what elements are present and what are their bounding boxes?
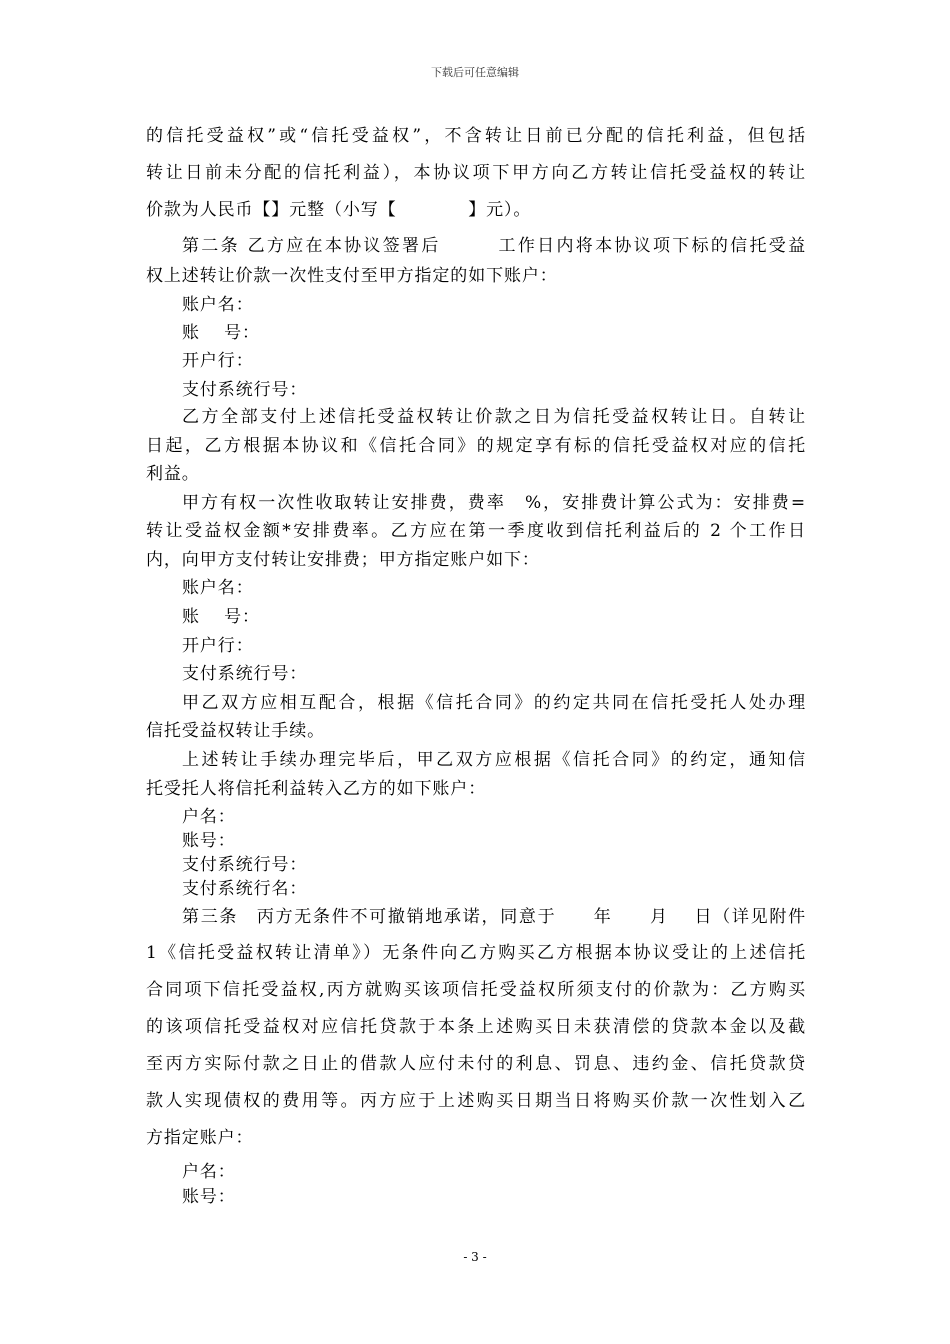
paragraph-line: 转让受益权金额*安排费率。乙方应在第一季度收到信托利益后的 2 个工作日 <box>146 521 806 541</box>
article-2-heading-line: 第二条 乙方应在本协议签署后 工作日内将本协议项下标的信托受益 <box>182 236 806 256</box>
paragraph-line: 的该项信托受益权对应信托贷款于本条上述购买日未获清偿的贷款本金以及截 <box>146 1017 806 1037</box>
paragraph-line: 信托受益权转让手续。 <box>146 721 325 741</box>
paragraph-line: 利益。 <box>146 464 200 484</box>
account-number-field: 账 号： <box>182 323 260 343</box>
account-holder-field: 户名： <box>182 807 236 827</box>
payment-system-number-field: 支付系统行号： <box>182 380 308 400</box>
paragraph-line: 甲乙双方应相互配合，根据《信托合同》的约定共同在信托受托人处办理 <box>182 693 806 713</box>
paragraph-line: 1《信托受益权转让清单》）无条件向乙方购买乙方根据本协议受让的上述信托 <box>146 943 806 963</box>
page-number: - 3 - <box>463 1250 487 1264</box>
bank-field: 开户行： <box>182 351 254 371</box>
paragraph-line: 内，向甲方支付转让安排费；甲方指定账户如下： <box>146 550 540 570</box>
paragraph-line: 托受托人将信托利益转入乙方的如下账户： <box>146 779 487 799</box>
account-number-field: 账 号： <box>182 607 260 627</box>
account-holder-field: 户名： <box>182 1162 236 1182</box>
payment-system-name-field: 支付系统行名： <box>182 879 308 899</box>
paragraph-line: 转让日前未分配的信托利益），本协议项下甲方向乙方转让信托受益权的转让 <box>146 163 806 183</box>
paragraph-line: 权上述转让价款一次性支付至甲方指定的如下账户： <box>146 266 558 286</box>
paragraph-line: 日起，乙方根据本协议和《信托合同》的规定享有标的信托受益权对应的信托 <box>146 436 806 456</box>
page-header: 下载后可任意编辑 <box>431 66 519 79</box>
paragraph-line: 甲方有权一次性收取转让安排费，费率 %，安排费计算公式为：安排费= <box>182 493 806 513</box>
paragraph-line: 价款为人民币【】元整（小写【 】元）。 <box>146 200 532 220</box>
account-number-field: 账号： <box>182 1187 236 1207</box>
account-name-field: 账户名： <box>182 578 254 598</box>
paragraph-line: 至丙方实际付款之日止的借款人应付未付的利息、罚息、违约金、信托贷款贷 <box>146 1054 806 1074</box>
paragraph-line: 方指定账户： <box>146 1128 254 1148</box>
paragraph-line: 乙方全部支付上述信托受益权转让价款之日为信托受益权转让日。自转让 <box>182 407 806 427</box>
account-name-field: 账户名： <box>182 295 254 315</box>
paragraph-line: 的信托受益权”或“信托受益权”，不含转让日前已分配的信托利益，但包括 <box>146 126 806 146</box>
payment-system-number-field: 支付系统行号： <box>182 855 308 875</box>
payment-system-number-field: 支付系统行号： <box>182 664 308 684</box>
article-3-heading-line: 第三条 丙方无条件不可撤销地承诺，同意于 年 月 日（详见附件 <box>182 907 806 927</box>
paragraph-line: 合同项下信托受益权,丙方就购买该项信托受益权所须支付的价款为：乙方购买 <box>146 980 806 1000</box>
bank-field: 开户行： <box>182 636 254 656</box>
account-number-field: 账号： <box>182 831 236 851</box>
paragraph-line: 上述转让手续办理完毕后，甲乙双方应根据《信托合同》的约定，通知信 <box>182 750 806 770</box>
paragraph-line: 款人实现债权的费用等。丙方应于上述购买日期当日将购买价款一次性划入乙 <box>146 1091 806 1111</box>
